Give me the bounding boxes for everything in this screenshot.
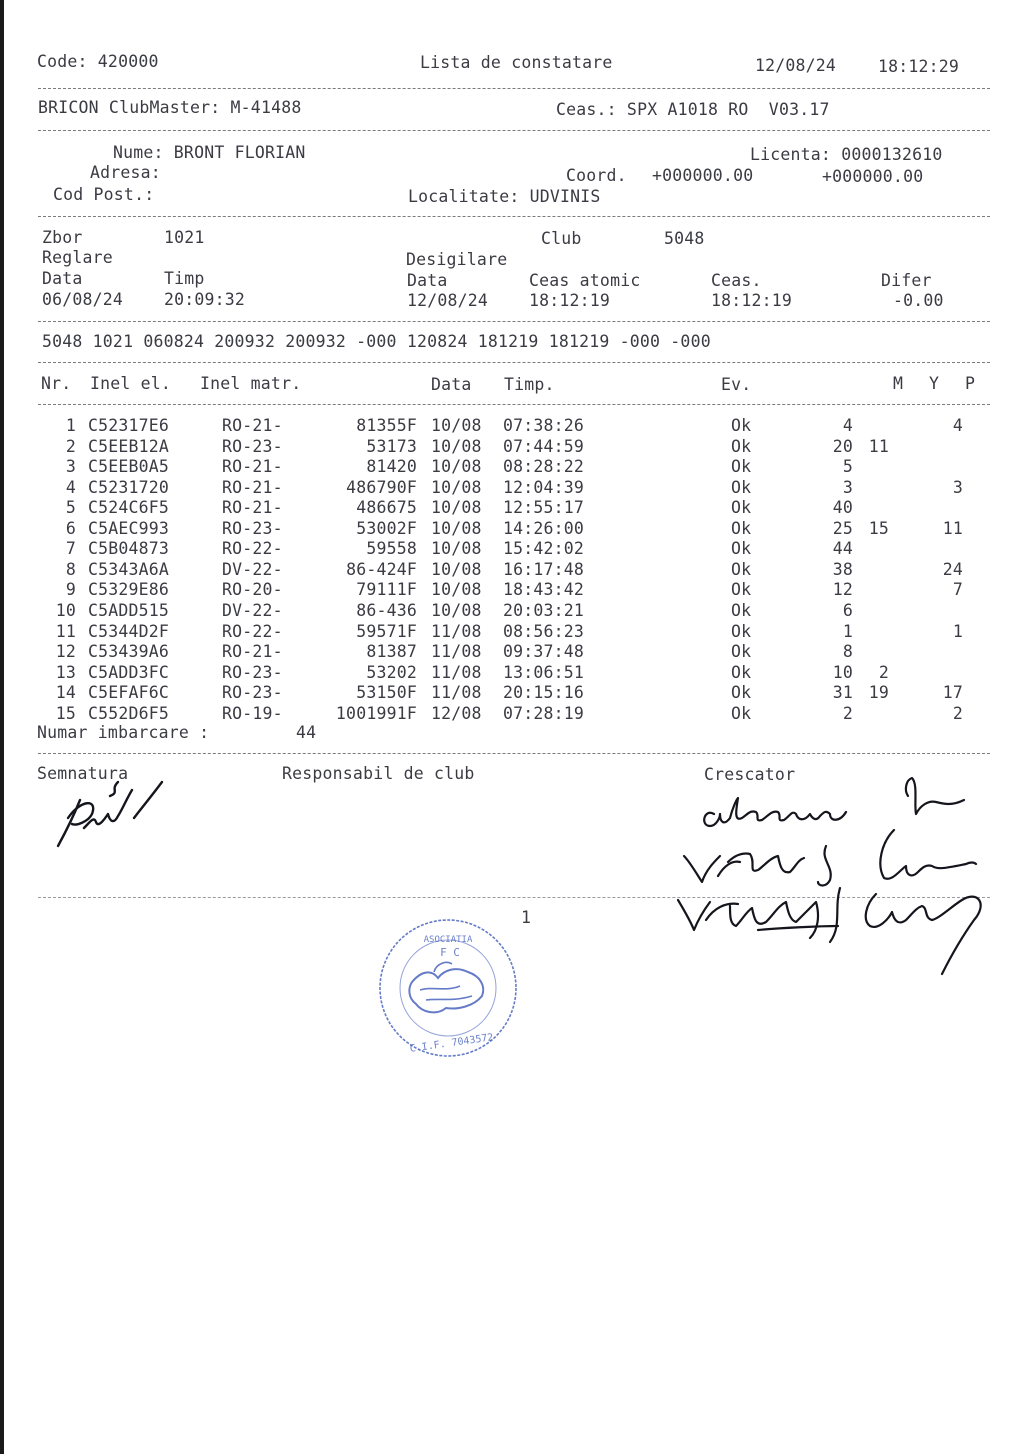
row-m: 6 xyxy=(842,600,853,620)
col-ev: Ev. xyxy=(721,375,752,394)
row-inel-matr: 53202 xyxy=(366,662,417,682)
row-data: 10/08 xyxy=(431,498,482,518)
row-data: 11/08 xyxy=(431,642,482,662)
owner-address: Adresa: xyxy=(90,163,161,182)
row-nr: 6 xyxy=(65,518,76,538)
row-m: 12 xyxy=(832,580,853,600)
row-y: 2 xyxy=(878,662,889,682)
row-prefix: RO-23- xyxy=(222,518,283,538)
row-inel-el: C524C6F5 xyxy=(88,498,170,518)
row-timp: 14:26:00 xyxy=(503,518,585,538)
row-inel-el: C552D6F5 xyxy=(88,703,170,723)
row-nr: 12 xyxy=(55,642,76,662)
ceas-value: 18:12:19 xyxy=(711,291,793,310)
row-prefix: RO-23- xyxy=(222,436,283,456)
row-y: 11 xyxy=(868,436,889,456)
row-timp: 15:42:02 xyxy=(503,539,585,559)
row-ev: Ok xyxy=(731,600,752,620)
row-nr: 7 xyxy=(65,539,76,559)
responsabil-label: Responsabil de club xyxy=(282,764,475,783)
row-timp: 12:55:17 xyxy=(503,498,585,518)
row-ev: Ok xyxy=(731,416,752,435)
row-m: 3 xyxy=(842,477,853,497)
separator-2 xyxy=(38,130,990,131)
row-p: 24 xyxy=(942,559,963,579)
separator-5 xyxy=(38,362,990,363)
row-inel-el: C5329E86 xyxy=(88,580,170,600)
row-data: 10/08 xyxy=(431,457,482,477)
coord-label: Coord. xyxy=(566,166,627,185)
row-m: 2 xyxy=(842,703,853,723)
page-number: 1 xyxy=(521,908,532,927)
row-nr: 4 xyxy=(65,477,76,497)
reglare-label: Reglare xyxy=(42,248,113,267)
row-prefix: RO-22- xyxy=(222,621,283,641)
row-nr: 3 xyxy=(65,457,76,477)
row-inel-matr: 486675 xyxy=(356,498,417,518)
row-data: 10/08 xyxy=(431,477,482,497)
col-timp: Timp. xyxy=(504,375,555,394)
row-prefix: RO-23- xyxy=(222,683,283,703)
col-data: Data xyxy=(431,375,472,394)
ceas-label: Ceas. xyxy=(711,271,762,290)
device-clock: Ceas.: SPX A1018 RO V03.17 xyxy=(556,100,830,119)
row-timp: 16:17:48 xyxy=(503,559,585,579)
row-prefix: RO-19- xyxy=(222,703,283,723)
row-prefix: DV-22- xyxy=(222,559,283,579)
zbor-value: 1021 xyxy=(164,228,205,247)
reglare-timp-value: 20:09:32 xyxy=(164,290,246,309)
row-ev: Ok xyxy=(731,642,752,662)
row-inel-matr: 59558 xyxy=(366,539,417,559)
row-inel-matr: 486790F xyxy=(346,477,417,497)
table-row xyxy=(0,601,1024,622)
row-inel-el: C5343A6A xyxy=(88,559,170,579)
table-row xyxy=(0,642,1024,663)
row-prefix: RO-21- xyxy=(222,477,283,497)
row-inel-matr: 53002F xyxy=(356,518,417,538)
table-row xyxy=(0,498,1024,519)
col-p: P xyxy=(965,374,976,393)
row-nr: 8 xyxy=(65,559,76,579)
row-nr: 5 xyxy=(65,498,76,518)
row-inel-matr: 53150F xyxy=(356,683,417,703)
row-ev: Ok xyxy=(731,518,752,538)
coord-2: +000000.00 xyxy=(822,167,924,186)
col-m: M xyxy=(893,374,904,393)
club-value: 5048 xyxy=(664,229,705,248)
row-inel-el: C5ADD515 xyxy=(88,600,170,620)
row-m: 44 xyxy=(832,539,853,559)
semnatura-label: Semnatura xyxy=(37,764,129,783)
row-m: 8 xyxy=(842,642,853,662)
desigilare-label: Desigilare xyxy=(406,250,508,269)
row-inel-el: C52317E6 xyxy=(88,416,170,435)
row-m: 5 xyxy=(842,457,853,477)
row-inel-matr: 53173 xyxy=(366,436,417,456)
table-row xyxy=(0,437,1024,458)
row-p: 1 xyxy=(952,621,963,641)
row-ev: Ok xyxy=(731,580,752,600)
row-ev: Ok xyxy=(731,498,752,518)
row-timp: 09:37:48 xyxy=(503,642,585,662)
row-prefix: RO-23- xyxy=(222,662,283,682)
difer-value: -0.00 xyxy=(893,291,944,310)
col-nr: Nr. xyxy=(41,374,72,393)
col-inel-matr: Inel matr. xyxy=(200,374,302,393)
row-m: 25 xyxy=(832,518,853,538)
row-m: 38 xyxy=(832,559,853,579)
owner-license: Licenta: 0000132610 xyxy=(750,145,943,164)
row-inel-matr: 86-424F xyxy=(346,559,417,579)
row-m: 1 xyxy=(842,621,853,641)
row-ev: Ok xyxy=(731,436,752,456)
row-y: 15 xyxy=(868,518,889,538)
row-nr: 15 xyxy=(55,703,76,723)
row-data: 10/08 xyxy=(431,436,482,456)
owner-name: Nume: BRONT FLORIAN xyxy=(113,143,306,162)
table-row xyxy=(0,416,1024,437)
row-timp: 12:04:39 xyxy=(503,477,585,497)
desigilare-data-label: Data xyxy=(407,271,448,290)
row-inel-el: C5ADD3FC xyxy=(88,662,170,682)
ceas-atomic-value: 18:12:19 xyxy=(529,291,611,310)
row-data: 10/08 xyxy=(431,539,482,559)
numar-label: Numar imbarcare : xyxy=(37,723,210,742)
scan-left-edge xyxy=(0,0,4,1454)
document-title: Lista de constatare xyxy=(420,53,613,72)
row-timp: 07:38:26 xyxy=(503,416,585,435)
row-ev: Ok xyxy=(731,683,752,703)
row-nr: 2 xyxy=(65,436,76,456)
row-data: 12/08 xyxy=(431,703,482,723)
coord-1: +000000.00 xyxy=(652,166,754,185)
col-inel-el: Inel el. xyxy=(90,374,172,393)
row-p: 3 xyxy=(952,477,963,497)
row-timp: 07:28:19 xyxy=(503,703,585,723)
row-inel-el: C5AEC993 xyxy=(88,518,170,538)
row-prefix: RO-20- xyxy=(222,580,283,600)
row-nr: 13 xyxy=(55,662,76,682)
signature-left xyxy=(50,770,180,855)
reglare-data-value: 06/08/24 xyxy=(42,290,124,309)
row-data: 11/08 xyxy=(431,662,482,682)
table-row xyxy=(0,580,1024,601)
row-m: 31 xyxy=(832,683,853,703)
row-timp: 20:03:21 xyxy=(503,600,585,620)
row-m: 40 xyxy=(832,498,853,518)
row-data: 11/08 xyxy=(431,683,482,703)
owner-postcode: Cod Post.: xyxy=(53,185,155,204)
row-p: 4 xyxy=(952,416,963,435)
row-y: 19 xyxy=(868,683,889,703)
row-inel-matr: 81420 xyxy=(366,457,417,477)
row-timp: 13:06:51 xyxy=(503,662,585,682)
row-inel-matr: 79111F xyxy=(356,580,417,600)
row-inel-matr: 81355F xyxy=(356,416,417,435)
row-data: 10/08 xyxy=(431,416,482,435)
row-ev: Ok xyxy=(731,621,752,641)
row-data: 10/08 xyxy=(431,580,482,600)
table-row xyxy=(0,622,1024,643)
row-p: 17 xyxy=(942,683,963,703)
row-m: 20 xyxy=(832,436,853,456)
row-inel-el: C5344D2F xyxy=(88,621,170,641)
row-inel-el: C5EEB12A xyxy=(88,436,170,456)
table-row xyxy=(0,519,1024,540)
table-row xyxy=(0,560,1024,581)
row-data: 10/08 xyxy=(431,518,482,538)
code-line: 5048 1021 060824 200932 200932 -000 120824 181219 181219 -000 -000 xyxy=(42,332,711,351)
row-inel-matr: 86-436 xyxy=(356,600,417,620)
row-ev: Ok xyxy=(731,457,752,477)
row-timp: 08:28:22 xyxy=(503,457,585,477)
reglare-data-label: Data xyxy=(42,269,83,288)
row-nr: 14 xyxy=(55,683,76,703)
table-row xyxy=(0,457,1024,478)
row-p: 11 xyxy=(942,518,963,538)
table-row xyxy=(0,478,1024,499)
stamp-bottom-text: C.I.F. 7043572 xyxy=(409,1032,495,1055)
row-inel-el: C53439A6 xyxy=(88,642,170,662)
zbor-label: Zbor xyxy=(42,228,83,247)
owner-locality: Localitate: UDVINIS xyxy=(408,187,601,206)
row-prefix: DV-22- xyxy=(222,600,283,620)
row-inel-matr: 81387 xyxy=(366,642,417,662)
table-row xyxy=(0,704,1024,725)
row-prefix: RO-21- xyxy=(222,642,283,662)
numar-value: 44 xyxy=(296,723,317,742)
header-date: 12/08/24 xyxy=(755,56,837,75)
row-nr: 11 xyxy=(55,621,76,641)
club-label: Club xyxy=(541,229,582,248)
row-nr: 10 xyxy=(55,600,76,620)
row-inel-matr: 59571F xyxy=(356,621,417,641)
row-m: 4 xyxy=(842,416,853,435)
row-data: 11/08 xyxy=(431,621,482,641)
row-m: 10 xyxy=(832,662,853,682)
row-timp: 20:15:16 xyxy=(503,683,585,703)
row-ev: Ok xyxy=(731,662,752,682)
table-row xyxy=(0,663,1024,684)
row-ev: Ok xyxy=(731,477,752,497)
row-inel-el: C5231720 xyxy=(88,477,170,497)
row-prefix: RO-21- xyxy=(222,416,283,435)
row-inel-el: C5EFAF6C xyxy=(88,683,170,703)
table-row xyxy=(0,539,1024,560)
row-inel-matr: 1001991F xyxy=(335,703,417,723)
device-system: BRICON ClubMaster: M-41488 xyxy=(38,98,302,117)
row-ev: Ok xyxy=(731,703,752,723)
separator-6 xyxy=(38,404,990,405)
row-p: 2 xyxy=(952,703,963,723)
row-prefix: RO-22- xyxy=(222,539,283,559)
row-prefix: RO-21- xyxy=(222,457,283,477)
row-nr: 1 xyxy=(65,416,76,435)
row-timp: 08:56:23 xyxy=(503,621,585,641)
separator-4 xyxy=(38,321,990,322)
row-p: 7 xyxy=(952,580,963,600)
table-row xyxy=(0,683,1024,704)
reglare-timp-label: Timp xyxy=(164,269,205,288)
row-timp: 18:43:42 xyxy=(503,580,585,600)
row-data: 10/08 xyxy=(431,559,482,579)
stamp-top-text: ASOCIATIA xyxy=(423,935,473,945)
separator-1 xyxy=(38,88,990,89)
separator-7 xyxy=(38,753,990,754)
row-inel-el: C5B04873 xyxy=(88,539,170,559)
club-stamp xyxy=(376,912,524,1064)
separator-3 xyxy=(38,216,990,217)
row-ev: Ok xyxy=(731,559,752,579)
row-timp: 07:44:59 xyxy=(503,436,585,456)
row-prefix: RO-21- xyxy=(222,498,283,518)
desigilare-data-value: 12/08/24 xyxy=(407,291,489,310)
row-data: 10/08 xyxy=(431,600,482,620)
row-nr: 9 xyxy=(65,580,76,600)
crescator-label: Crescator xyxy=(704,765,796,784)
ceas-atomic-label: Ceas atomic xyxy=(529,271,641,290)
col-y: Y xyxy=(929,374,940,393)
row-inel-el: C5EEB0A5 xyxy=(88,457,170,477)
difer-label: Difer xyxy=(881,271,932,290)
row-ev: Ok xyxy=(731,539,752,559)
header-time: 18:12:29 xyxy=(878,57,960,76)
stamp-mid-text: F C xyxy=(440,946,460,959)
signature-crescator xyxy=(670,770,990,980)
document-code: Code: 420000 xyxy=(37,52,159,71)
